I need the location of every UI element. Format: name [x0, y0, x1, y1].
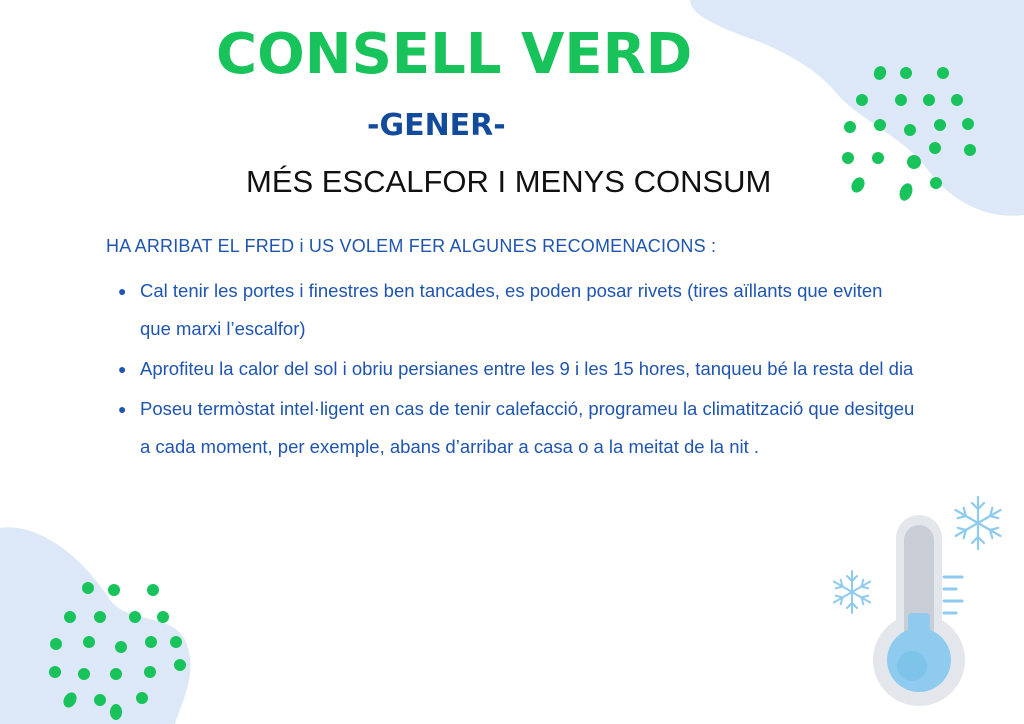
snowflake-small-icon — [831, 571, 872, 613]
tip-item — [118, 390, 918, 466]
intro-text: HA ARRIBAT EL FRED i US VOLEM FER ALGUNES RECOMENACIONS : — [106, 236, 717, 256]
tip-item — [118, 272, 918, 348]
month-label: -GENER- — [367, 108, 506, 143]
bullet-icon: ● — [118, 283, 127, 299]
tips-list — [118, 272, 918, 468]
snowflake-icon — [952, 497, 1003, 549]
bottom-left-blob — [0, 527, 190, 724]
thermometer-icon — [873, 515, 965, 706]
tip-item — [118, 350, 918, 388]
page-subtitle: MÉS ESCALFOR I MENYS CONSUM — [246, 164, 772, 199]
bullet-icon: ● — [118, 401, 127, 417]
bullet-icon: ● — [118, 361, 127, 377]
tip-text: Aprofiteu la calor del sol i obriu persianes entre les 9 i les 15 hores, tanqueu bé la resta del dia — [140, 358, 914, 379]
tip-text: Cal tenir les portes i finestres ben tancades, es poden posar rivets (tires aïllants que eviten que marxi l’escalfor) — [140, 280, 883, 339]
tip-text: Poseu termòstat intel·ligent en cas de tenir calefacció, programeu la climatització que desitgeu a cada moment, per exemple, abans d’arribar a casa o a la meitat de la nit . — [140, 398, 915, 457]
page-title: CONSELL VERD — [216, 22, 693, 87]
